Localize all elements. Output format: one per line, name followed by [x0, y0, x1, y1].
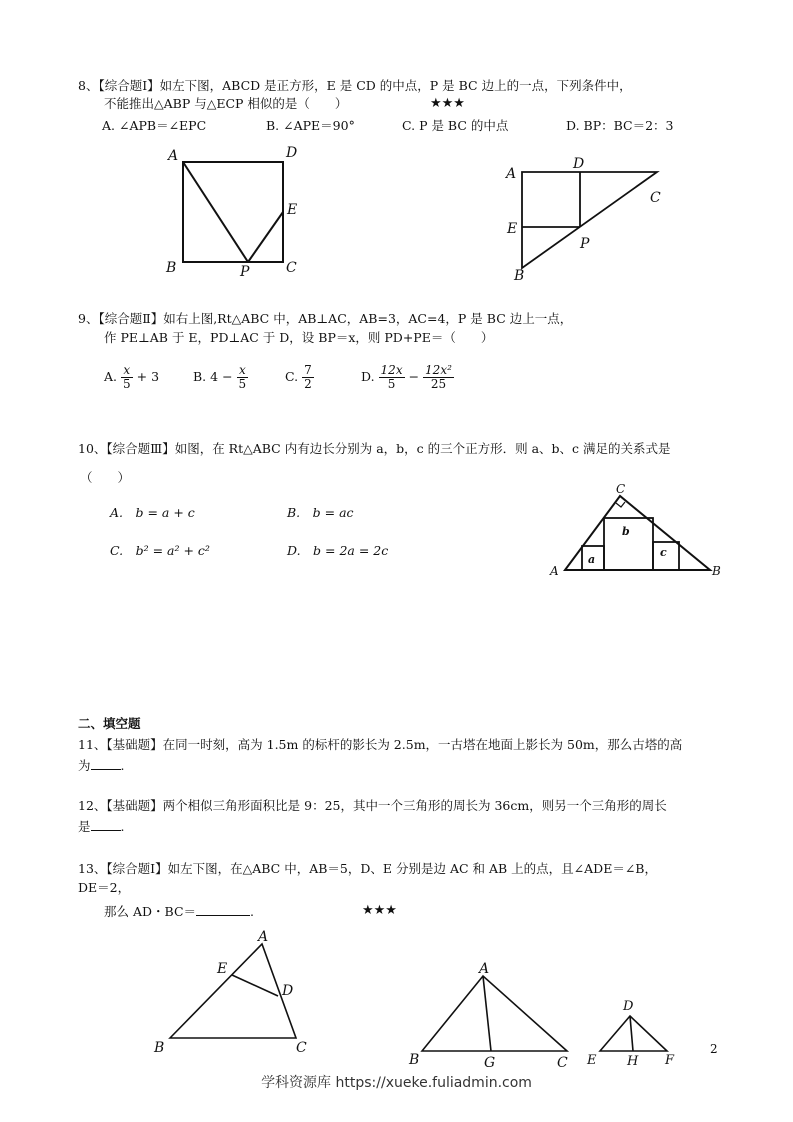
q8-line1: 8、【综合题Ⅰ】如左下图，ABCD 是正方形，E 是 CD 的中点，P 是 BC 边上的一点，下列条件中， [78, 78, 632, 93]
q13-line2: DE＝2， [78, 880, 131, 895]
q9-fig-label-a: A [506, 166, 517, 182]
q8-option-d: D. BP：BC＝2：3 [566, 118, 674, 133]
q10-fig-label-square-c: c [660, 546, 667, 559]
q9-fig-label-b: B [514, 268, 525, 284]
q13-fig1-label-b: B [154, 1040, 165, 1056]
q8-fig-label-c: C [286, 260, 297, 276]
q13-fig3-label-h: H [627, 1054, 639, 1069]
q10-fig-label-square-a: a [588, 553, 596, 566]
q13-fig3-label-e: E [587, 1053, 597, 1068]
q9-fig-label-d: D [573, 156, 585, 172]
q11-line2: 为 . [78, 758, 125, 773]
q10-option-b: B. b = ac [287, 505, 354, 520]
q12-line1: 12、【基础题】两个相似三角形面积比是 9：25，其中一个三角形的周长为 36cm，则另一个三角形的周长 [78, 798, 667, 813]
q8-option-b: B. ∠APE＝90° [266, 118, 355, 133]
q13-answer-blank[interactable] [196, 903, 250, 916]
q13-line3: 那么 AD・BC＝ . [104, 904, 254, 919]
q9-option-c: C. $\frac{7}{2}$ [285, 363, 312, 391]
q9-option-b: B. 4 − $\frac{x}{5}$ [193, 363, 247, 391]
q13-figure-2 [405, 958, 580, 1073]
q13-figure-1 [150, 925, 320, 1055]
q8-stars: ★★★ [430, 96, 465, 111]
q13-fig3-label-f: F [665, 1053, 675, 1068]
q8-fig-label-p: P [240, 264, 250, 280]
section-title-fill-blank: 二、填空题 [78, 716, 141, 731]
q10-option-a: A. b = a + c [110, 505, 195, 520]
q12-line2: 是 . [78, 819, 125, 834]
q9-option-d: D. $\frac{12x}{5}$ − $\frac{\text{12x²}}{25}$ [361, 363, 452, 391]
q13-fig1-label-e: E [217, 961, 228, 977]
q10-triangle-figure [548, 478, 728, 583]
q13-line1: 13、【综合题Ⅰ】如左下图，在△ABC 中，AB＝5，D、E 分别是边 AC 和 AB 上的点，且∠ADE＝∠B， [78, 861, 657, 876]
q8-line2: 不能推出△ABP 与△ECP 相似的是（ ） [104, 96, 348, 111]
q11-line1: 11、【基础题】在同一时刻，高为 1.5m 的标杆的影长为 2.5m，一古塔在地面上影长为 50m，那么古塔的高 [78, 737, 683, 752]
q10-fig-label-a-vertex: A [550, 564, 559, 578]
q13-fig2-label-c: C [557, 1055, 568, 1071]
q13-fig1-label-c: C [296, 1040, 307, 1056]
q10-line1: 10、【综合题Ⅲ】如图，在 Rt△ABC 内有边长分别为 a，b，c 的三个正方形．则 a、b、c 满足的关系式是 [78, 441, 671, 456]
q13-stars: ★★★ [362, 903, 397, 918]
q10-option-d: D. b = 2a = 2c [287, 543, 389, 558]
q10-fig-label-square-b: b [622, 525, 630, 538]
q10-line2: （ ） [80, 470, 131, 485]
q9-fig-label-e: E [507, 221, 518, 237]
q9-triangle-figure [500, 150, 680, 285]
q10-fig-label-b-vertex: B [712, 564, 721, 578]
q9-option-a: A. $\frac{x}{5}$ + 3 [104, 363, 160, 391]
q13-fig2-label-b: B [409, 1052, 420, 1068]
q8-square-figure [160, 140, 320, 280]
q13-figure-3 [585, 993, 685, 1073]
q13-fig1-label-d: D [282, 983, 294, 999]
q9-fig-label-p: P [580, 236, 590, 252]
q12-answer-blank[interactable] [91, 818, 121, 831]
q8-option-a: A. ∠APB＝∠EPC [102, 118, 207, 133]
q13-fig2-label-g: G [484, 1055, 496, 1071]
q11-answer-blank[interactable] [91, 757, 121, 770]
q10-fig-label-c-vertex: C [616, 482, 626, 496]
q8-fig-label-a: A [168, 148, 179, 164]
q9-line2: 作 PE⊥AB 于 E，PD⊥AC 于 D，设 BP＝x，则 PD+PE＝（ ） [104, 330, 494, 345]
q8-fig-label-e: E [287, 202, 298, 218]
q8-option-c: C. P 是 BC 的中点 [402, 118, 509, 133]
q9-line1: 9、【综合题Ⅱ】如右上图,Rt△ABC 中，AB⊥AC，AB=3，AC=4，P 是 BC 边上一点， [78, 311, 573, 326]
page-number: 2 [710, 1042, 718, 1056]
q13-fig1-label-a: A [258, 929, 269, 945]
q13-fig2-label-a: A [479, 961, 490, 977]
q10-option-c: C. b² = a² + c² [110, 543, 210, 558]
footer-watermark: 学科资源库 https://xueke.fuliadmin.com [261, 1075, 532, 1091]
q8-fig-label-b: B [166, 260, 177, 276]
q9-fig-label-c: C [650, 190, 661, 206]
q13-fig3-label-d: D [623, 999, 634, 1014]
q8-fig-label-d: D [286, 145, 298, 161]
